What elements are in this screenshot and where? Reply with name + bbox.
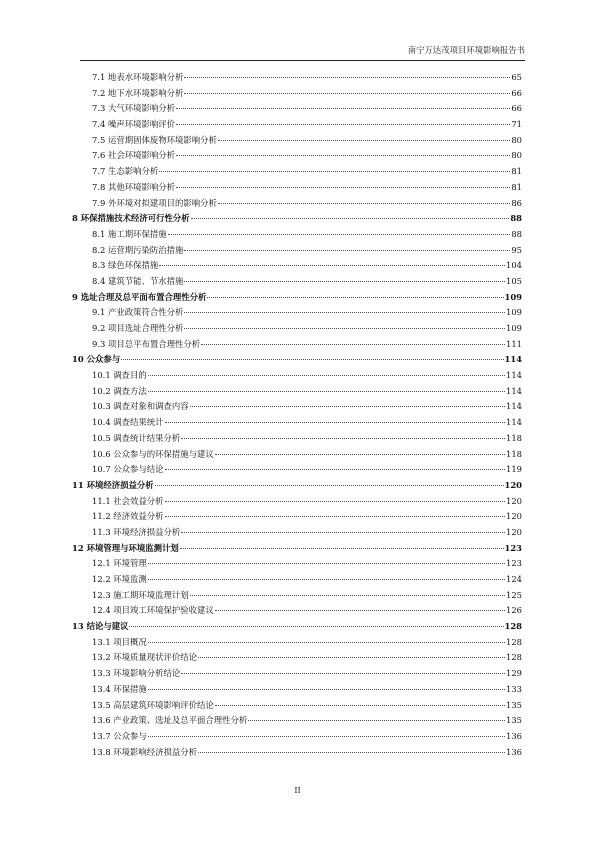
- toc-leader-dots: [218, 194, 510, 204]
- toc-leader-dots: [148, 680, 505, 690]
- toc-entry-title: 9 选址合理及总平面布置合理性分析: [72, 291, 207, 302]
- toc-page-number: 120: [504, 479, 522, 490]
- toc-leader-dots: [184, 241, 510, 251]
- toc-page-number: 66: [511, 103, 522, 114]
- toc-entry-title: 7.3 大气环境影响分析: [92, 103, 175, 114]
- toc-leader-dots: [198, 743, 505, 753]
- toc-entry-title: 10.2 调查方法: [92, 385, 147, 396]
- toc-entry-title: 8.2 运营期污染防治措施: [92, 244, 184, 255]
- toc-page-number: 128: [504, 621, 522, 632]
- toc-page-number: 88: [511, 228, 522, 239]
- toc-page-number: 80: [511, 150, 522, 161]
- toc-leader-dots: [165, 460, 505, 470]
- toc-entry-title: 13.5 高层建筑环境影响评价结论: [92, 699, 214, 710]
- toc-entry-title: 8.1 施工期环保措施: [92, 228, 167, 239]
- toc-page-number: 136: [506, 730, 522, 741]
- toc-entry-title: 9.3 项目总平布置合理性分析: [92, 338, 201, 349]
- toc-entry-title: 13.7 公众参与: [92, 730, 147, 741]
- toc-leader-dots: [155, 476, 504, 486]
- toc-page-number: 135: [506, 699, 522, 710]
- toc-leader-dots: [191, 209, 510, 219]
- toc-page-number: 126: [506, 605, 522, 616]
- toc-entry-title: 7.2 地下水环境影响分析: [92, 87, 184, 98]
- toc-entry-title: 12.3 施工期环境监理计划: [92, 589, 189, 600]
- toc-leader-dots: [148, 554, 505, 564]
- toc-entry-title: 12.2 环境监测: [92, 574, 147, 584]
- toc-leader-dots: [176, 146, 510, 156]
- toc-page-number: 109: [506, 307, 522, 318]
- toc-leader-dots: [215, 601, 505, 611]
- toc-leader-dots: [168, 225, 511, 235]
- toc-entry-title: 11.3 环境经济损益分析: [92, 526, 181, 537]
- toc-leader-dots: [148, 570, 505, 580]
- toc-page-number: 114: [506, 385, 522, 396]
- toc-entry-title: 8.3 绿色环保措施: [92, 260, 159, 271]
- toc-page-number: 95: [511, 244, 522, 255]
- toc-entry-title: 13.8 环境影响经济损益分析: [92, 746, 198, 757]
- toc-leader-dots: [184, 68, 510, 78]
- toc-leader-dots: [248, 711, 505, 721]
- toc-page-number: 123: [506, 558, 522, 569]
- page-header: [80, 44, 525, 61]
- toc-leader-dots: [215, 696, 505, 706]
- toc-leader-dots: [184, 319, 505, 329]
- toc-entry-title: 7.4 噪声环境影响评价: [92, 119, 175, 130]
- toc-entry-title: 12.1 环境管理: [92, 558, 147, 569]
- toc-leader-dots: [215, 445, 505, 455]
- toc-page-number: 118: [506, 448, 522, 459]
- toc-page-number: 81: [511, 166, 522, 177]
- toc-leader-dots: [207, 288, 503, 298]
- toc-entry-title: 7.5 运营期固体废物环境影响分析: [92, 134, 217, 145]
- toc-leader-dots: [201, 335, 505, 345]
- toc-entry-title: 8.4 建筑节能、节水措施: [92, 275, 184, 286]
- toc-entry-title: 13.3 环境影响分析结论: [92, 668, 181, 679]
- toc-entry-title: 10.1 调查目的: [92, 370, 147, 381]
- toc-page-number: 80: [511, 134, 522, 145]
- toc-entry-title: 7.7 生态影响分析: [92, 166, 159, 177]
- toc-entry-title: 13.6 产业政策、选址及总平面合理性分析: [92, 715, 248, 726]
- toc-entry-title: 11 环境经济损益分析: [72, 479, 154, 490]
- toc-leader-dots: [184, 272, 505, 282]
- toc-leader-dots: [198, 648, 505, 658]
- toc-leader-dots: [148, 727, 505, 737]
- toc-leader-dots: [176, 178, 510, 188]
- toc-entry-title: 9.2 项目选址合理性分析: [92, 323, 184, 333]
- toc-leader-dots: [218, 131, 510, 141]
- toc-leader-dots: [159, 256, 505, 266]
- toc-page-number: 114: [506, 401, 522, 412]
- toc-entry-title: 7.9 外环境对拟建项目的影响分析: [92, 197, 217, 208]
- toc-leader-dots: [190, 586, 505, 596]
- toc-entry-title: 7.6 社会环境影响分析: [92, 150, 175, 161]
- toc-entry-title: 12 环境管理与环境监测计划: [72, 542, 179, 553]
- toc-page-number: 120: [506, 511, 522, 522]
- toc-entry-title: 7.1 地表水环境影响分析: [92, 72, 184, 82]
- toc-page-number: 81: [511, 181, 522, 192]
- toc-page-number: 104: [506, 260, 522, 271]
- toc-leader-dots: [165, 413, 505, 423]
- toc-page-number: 86: [511, 197, 522, 208]
- toc-entry-title: 8 环保措施技术经济可行性分析: [72, 213, 190, 224]
- toc-leader-dots: [176, 115, 510, 125]
- toc-leader-dots: [190, 397, 505, 407]
- toc-leader-dots: [148, 366, 505, 376]
- toc-page-number: 114: [506, 417, 522, 428]
- toc-entry-title: 10 公众参与: [72, 354, 121, 365]
- toc-leader-dots: [180, 539, 504, 549]
- toc-entry-title: 13.1 项目概况: [92, 636, 147, 647]
- toc-section-row[interactable]: [0, 745, 595, 761]
- toc-entry-title: 10.6 公众参与的环保措施与建议: [92, 448, 214, 459]
- toc-page-number: 129: [506, 668, 522, 679]
- toc-page-number: 114: [504, 354, 522, 365]
- toc-entry-title: 11.1 社会效益分析: [92, 495, 164, 506]
- toc-leader-dots: [165, 492, 505, 502]
- toc-page-number: 135: [506, 715, 522, 726]
- toc-page-number: 109: [506, 323, 522, 333]
- toc-page-number: 111: [506, 338, 522, 349]
- toc-entry-title: 10.7 公众参与结论: [92, 464, 164, 475]
- toc-page-number: 88: [510, 213, 522, 224]
- toc-page-number: 71: [511, 119, 522, 130]
- toc-leader-dots: [181, 523, 505, 533]
- document-title: 南宁万达茂项目环境影响报告书: [407, 45, 525, 55]
- toc-entry-title: 10.4 调查结果统计: [92, 417, 164, 428]
- toc-page-number: 109: [504, 291, 522, 302]
- toc-leader-dots: [181, 429, 505, 439]
- toc-page-number: 105: [506, 275, 522, 286]
- toc-page-number: 123: [504, 542, 522, 553]
- toc-leader-dots: [148, 633, 505, 643]
- toc-leader-dots: [148, 382, 505, 392]
- toc-entry-title: 7.8 其他环境影响分析: [92, 181, 175, 192]
- page-number: II: [294, 786, 301, 795]
- toc-page-number: 66: [511, 87, 522, 98]
- toc-leader-dots: [129, 617, 503, 627]
- toc-page-number: 120: [506, 526, 522, 537]
- toc-page-number: 119: [506, 464, 522, 475]
- toc-page-number: 136: [506, 746, 522, 757]
- toc-page-number: 128: [506, 652, 522, 663]
- toc-page-number: 124: [506, 574, 522, 584]
- toc-page-number: 125: [506, 589, 522, 600]
- toc-entry-title: 10.5 调查统计结果分析: [92, 432, 181, 443]
- toc-entry-title: 13.4 环保措施: [92, 683, 147, 694]
- toc-page-number: 65: [511, 72, 522, 82]
- toc-leader-dots: [121, 350, 503, 360]
- toc-leader-dots: [165, 507, 505, 517]
- toc-entry-title: 10.3 调查对象和调查内容: [92, 401, 189, 412]
- toc-leader-dots: [181, 664, 505, 674]
- toc-entry-title: 13 结论与建议: [72, 621, 129, 632]
- toc-page-number: 128: [506, 636, 522, 647]
- toc-entry-title: 12.4 项目竣工环境保护验收建议: [92, 605, 214, 616]
- toc-leader-dots: [176, 99, 510, 109]
- toc-page-number: 120: [506, 495, 522, 506]
- toc-leader-dots: [184, 84, 510, 94]
- toc-page-number: 133: [506, 683, 522, 694]
- toc-page-number: 114: [506, 370, 522, 381]
- toc-entry-title: 13.2 环境质量现状评价结论: [92, 652, 198, 663]
- toc-entry-title: 9.1 产业政策符合性分析: [92, 307, 184, 318]
- toc-leader-dots: [159, 162, 510, 172]
- toc-page-number: 118: [506, 432, 522, 443]
- toc-entry-title: 11.2 经济效益分析: [92, 511, 164, 522]
- table-of-contents: [0, 70, 595, 760]
- toc-leader-dots: [184, 303, 505, 313]
